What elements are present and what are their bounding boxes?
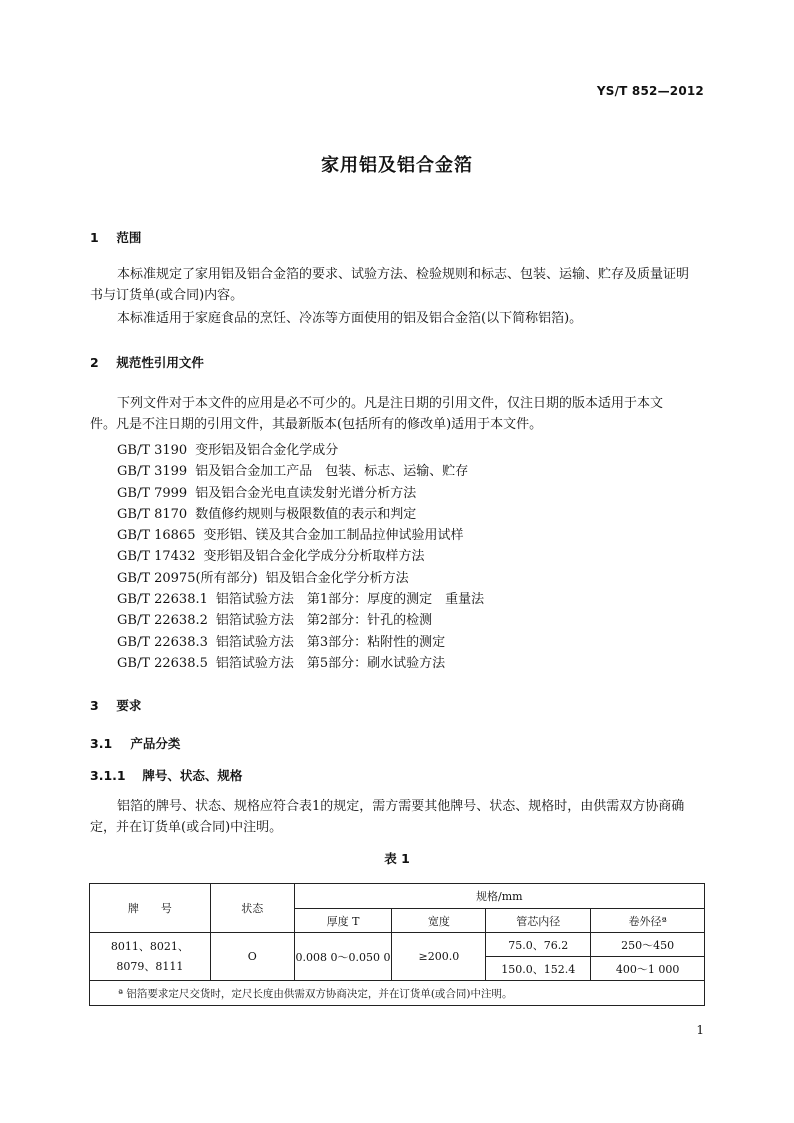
reference-code: GB/T 20975(所有部分) — [117, 570, 258, 586]
reference-code: GB/T 7999 — [117, 485, 188, 501]
scope-paragraph-1 — [90, 264, 705, 306]
reference-code: GB/T 22638.1 — [117, 592, 208, 608]
reference-item — [117, 525, 484, 546]
reference-name: 铝箔试验方法 第2部分：针孔的检测 — [215, 613, 433, 629]
header-width: 宽度 — [392, 909, 486, 933]
reference-name: 铝及铝合金光电直读发射光谱分析方法 — [195, 485, 417, 501]
cell-temper: O — [210, 933, 294, 981]
reference-item — [117, 461, 484, 482]
reference-code: GB/T 3190 — [117, 443, 188, 458]
reference-name: 铝箔试验方法 第5部分：刷水试验方法 — [215, 655, 446, 671]
reference-item — [117, 610, 484, 631]
document-title: 家用铝及铝合金箔 — [321, 155, 473, 176]
grade-line: 8011、8021、 — [110, 939, 189, 953]
paragraph-line: 本标准适用于家庭食品的烹饪、冷冻等方面使用的铝及铝合金箔(以下简称铝箔)。 — [117, 311, 583, 326]
cell-core-id: 150.0、152.4 — [486, 957, 591, 981]
reference-name: 变形铝、镁及其合金加工制品拉伸试验用试样 — [203, 528, 464, 544]
reference-name: 变形铝及铝合金化学成分分析取样方法 — [203, 549, 425, 565]
cell-roll-od: 400～1 000 — [591, 957, 705, 981]
reference-item — [117, 589, 484, 610]
table-footnote-row — [90, 981, 705, 1006]
paragraph-line: 件。凡是不注日期的引用文件，其最新版本(包括所有的修改单)适用于本文件。 — [90, 417, 543, 432]
spec-table — [89, 883, 705, 1006]
table-header-row — [90, 884, 705, 909]
section-number: 1 — [90, 230, 99, 245]
reference-code: GB/T 16865 — [117, 528, 196, 544]
table-footnote: ª 铝箔要求定尺交货时，定尺长度由供需双方协商决定，并在订货单(或合同)中注明。 — [90, 981, 705, 1006]
section-number: 2 — [90, 355, 99, 370]
reference-name: 铝箔试验方法 第3部分：粘附性的测定 — [215, 634, 446, 650]
section-3-heading — [90, 696, 141, 714]
reference-name: 铝及铝合金加工产品 包装、标志、运输、贮存 — [195, 464, 469, 480]
header-core-id: 管芯内径 — [486, 909, 591, 933]
section-title: 产品分类 — [130, 736, 181, 751]
section-title: 牌号、状态、规格 — [142, 768, 243, 783]
section-3-1-1-heading — [90, 766, 242, 784]
section-number: 3.1 — [90, 736, 113, 751]
reference-name: 铝箔试验方法 第1部分：厚度的测定 重量法 — [215, 592, 485, 608]
paragraph-line: 书与订货单(或合同)内容。 — [90, 288, 244, 303]
header-roll-od: 卷外径ª — [591, 909, 705, 933]
reference-item — [117, 546, 484, 567]
reference-code: GB/T 22638.3 — [117, 634, 208, 650]
section-title: 规范性引用文件 — [116, 355, 204, 370]
header-spec-group: 规格/mm — [294, 884, 704, 909]
section-number: 3.1.1 — [90, 768, 126, 783]
reference-item — [117, 653, 484, 674]
reference-item — [117, 568, 484, 589]
paragraph-line: 铝箔的牌号、状态、规格应符合表1的规定，需方需要其他牌号、状态、规格时，由供需双方协商确 — [117, 799, 685, 814]
reference-code: GB/T 3199 — [117, 464, 188, 480]
reference-name: 数值修约规则与极限数值的表示和判定 — [195, 506, 417, 522]
cell-roll-od: 250～450 — [591, 933, 705, 957]
cell-core-id: 75.0、76.2 — [486, 933, 591, 957]
section-2-heading — [90, 353, 204, 371]
normative-references-list — [117, 440, 484, 674]
table-caption: 表 1 — [384, 851, 410, 866]
reference-item — [117, 632, 484, 653]
standard-number: YS/T 852—2012 — [596, 84, 704, 98]
reference-code: GB/T 17432 — [117, 549, 196, 565]
header-grade: 牌 号 — [90, 884, 211, 933]
reference-code: GB/T 8170 — [117, 506, 188, 522]
reference-item — [117, 440, 484, 461]
header-thickness: 厚度 T — [294, 909, 392, 933]
section-number: 3 — [90, 698, 99, 713]
reference-name: 铝及铝合金化学分析方法 — [265, 570, 409, 586]
refs-intro-paragraph — [90, 393, 705, 435]
section-title: 范围 — [116, 230, 142, 245]
reference-code: GB/T 22638.2 — [117, 613, 208, 629]
scope-paragraph-2 — [90, 308, 705, 329]
cell-thickness: 0.008 0～0.050 0 — [294, 933, 392, 981]
classification-paragraph — [90, 796, 705, 838]
paragraph-line: 下列文件对于本文件的应用是必不可少的。凡是注日期的引用文件，仅注日期的版本适用于本文 — [117, 396, 664, 411]
paragraph-line: 定，并在订货单(或合同)中注明。 — [90, 820, 283, 835]
grade-line: 8079、8111 — [116, 959, 184, 973]
table-row — [90, 933, 705, 957]
section-title: 要求 — [116, 698, 142, 713]
reference-name: 变形铝及铝合金化学成分 — [195, 443, 339, 458]
reference-item — [117, 483, 484, 504]
page-number: 1 — [696, 1023, 704, 1037]
section-1-heading — [90, 228, 141, 246]
cell-width: ≥200.0 — [392, 933, 486, 981]
reference-item — [117, 504, 484, 525]
section-3-1-heading — [90, 734, 180, 752]
reference-code: GB/T 22638.5 — [117, 655, 208, 671]
header-temper: 状态 — [210, 884, 294, 933]
cell-grade — [90, 933, 211, 981]
paragraph-line: 本标准规定了家用铝及铝合金箔的要求、试验方法、检验规则和标志、包装、运输、贮存及质量证明 — [117, 267, 690, 282]
